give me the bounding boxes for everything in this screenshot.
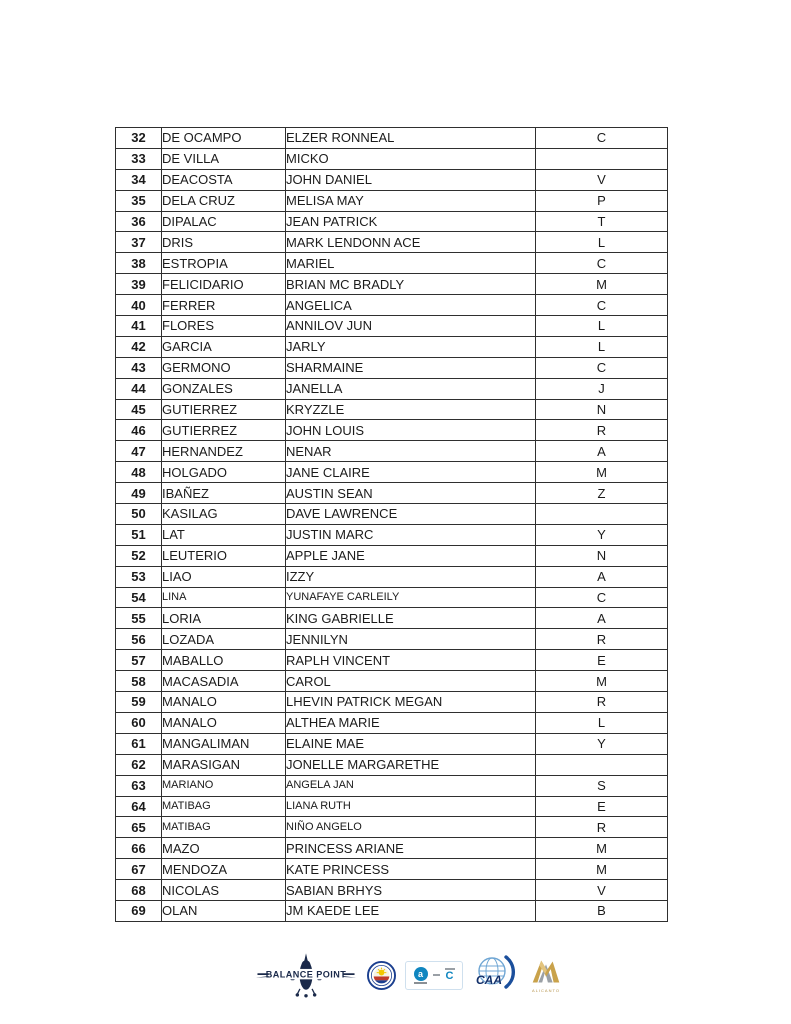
middle-initial-cell: Z	[536, 483, 668, 504]
surname-cell: MATIBAG	[162, 817, 286, 838]
alicanto-logo	[527, 957, 565, 993]
first-name-cell: KATE PRINCESS	[286, 859, 536, 880]
middle-initial-cell: R	[536, 817, 668, 838]
middle-initial-cell	[536, 504, 668, 525]
a-circle-icon: a	[414, 967, 428, 981]
caa-logo	[472, 954, 518, 996]
table-row	[116, 859, 668, 880]
name-roster-table	[115, 127, 668, 922]
first-name-cell: JONELLE MARGARETHE	[286, 754, 536, 775]
caa-label: CAA	[476, 973, 502, 987]
middle-initial-cell: C	[536, 587, 668, 608]
accreditation-c-mark	[445, 968, 455, 982]
row-number-cell: 60	[116, 712, 162, 733]
surname-cell: LAT	[162, 524, 286, 545]
row-number-cell: 64	[116, 796, 162, 817]
alicanto-bird-icon	[527, 957, 565, 987]
row-number-cell: 45	[116, 399, 162, 420]
table-row	[116, 441, 668, 462]
middle-initial-cell: R	[536, 420, 668, 441]
surname-cell: MARASIGAN	[162, 754, 286, 775]
row-number-cell: 46	[116, 420, 162, 441]
row-number-cell: 38	[116, 253, 162, 274]
row-number-cell: 58	[116, 671, 162, 692]
middle-initial-cell: A	[536, 566, 668, 587]
middle-initial-cell: L	[536, 316, 668, 337]
first-name-cell: JANE CLAIRE	[286, 462, 536, 483]
row-number-cell: 36	[116, 211, 162, 232]
first-name-cell: ELAINE MAE	[286, 733, 536, 754]
row-number-cell: 42	[116, 336, 162, 357]
table-row	[116, 211, 668, 232]
table-row	[116, 671, 668, 692]
middle-initial-cell: V	[536, 169, 668, 190]
surname-cell: DEACOSTA	[162, 169, 286, 190]
table-row	[116, 295, 668, 316]
row-number-cell: 39	[116, 274, 162, 295]
first-name-cell: YUNAFAYE CARLEILY	[286, 587, 536, 608]
middle-initial-cell: E	[536, 650, 668, 671]
table-row	[116, 545, 668, 566]
table-row	[116, 190, 668, 211]
middle-initial-cell: J	[536, 378, 668, 399]
row-number-cell: 67	[116, 859, 162, 880]
middle-initial-cell: N	[536, 545, 668, 566]
first-name-cell: ANGELA JAN	[286, 775, 536, 796]
first-name-cell: JANELLA	[286, 378, 536, 399]
table-row	[116, 128, 668, 149]
first-name-cell: JUSTIN MARC	[286, 524, 536, 545]
row-number-cell: 52	[116, 545, 162, 566]
surname-cell: GARCIA	[162, 336, 286, 357]
row-number-cell: 57	[116, 650, 162, 671]
airplane-icon	[254, 949, 358, 1001]
row-number-cell: 40	[116, 295, 162, 316]
first-name-cell: BRIAN MC BRADLY	[286, 274, 536, 295]
middle-initial-cell: Y	[536, 524, 668, 545]
first-name-cell: CAROL	[286, 671, 536, 692]
table-row	[116, 712, 668, 733]
first-name-cell: MARK LENDONN ACE	[286, 232, 536, 253]
table-row	[116, 900, 668, 921]
table-row	[116, 378, 668, 399]
surname-cell: MATIBAG	[162, 796, 286, 817]
first-name-cell: NIÑO ANGELO	[286, 817, 536, 838]
table-row	[116, 775, 668, 796]
surname-cell: DE VILLA	[162, 148, 286, 169]
middle-initial-cell: V	[536, 880, 668, 901]
middle-initial-cell: L	[536, 232, 668, 253]
table-row	[116, 733, 668, 754]
first-name-cell: LHEVIN PATRICK MEGAN	[286, 692, 536, 713]
table-row	[116, 169, 668, 190]
table-row	[116, 420, 668, 441]
philippine-seal-icon	[367, 961, 396, 990]
globe-icon	[472, 954, 518, 996]
surname-cell: MABALLO	[162, 650, 286, 671]
surname-cell: GUTIERREZ	[162, 399, 286, 420]
table-row	[116, 357, 668, 378]
table-row	[116, 796, 668, 817]
surname-cell: MENDOZA	[162, 859, 286, 880]
accreditation-fineprint	[414, 982, 427, 984]
surname-cell: MANGALIMAN	[162, 733, 286, 754]
row-number-cell: 63	[116, 775, 162, 796]
first-name-cell: DAVE LAWRENCE	[286, 504, 536, 525]
middle-initial-cell: C	[536, 253, 668, 274]
first-name-cell: SHARMAINE	[286, 357, 536, 378]
row-number-cell: 43	[116, 357, 162, 378]
middle-initial-cell: R	[536, 692, 668, 713]
table-row	[116, 629, 668, 650]
first-name-cell: NENAR	[286, 441, 536, 462]
balance-point-label: BALANCE POINT	[265, 969, 347, 980]
row-number-cell: 37	[116, 232, 162, 253]
row-number-cell: 48	[116, 462, 162, 483]
row-number-cell: 61	[116, 733, 162, 754]
accreditation-badge	[405, 961, 463, 990]
first-name-cell: APPLE JANE	[286, 545, 536, 566]
surname-cell: LIAO	[162, 566, 286, 587]
accreditation-a-mark	[414, 967, 428, 984]
first-name-cell: MELISA MAY	[286, 190, 536, 211]
middle-initial-cell: M	[536, 838, 668, 859]
table-row	[116, 566, 668, 587]
surname-cell: MACASADIA	[162, 671, 286, 692]
middle-initial-cell	[536, 754, 668, 775]
first-name-cell: PRINCESS ARIANE	[286, 838, 536, 859]
surname-cell: LOZADA	[162, 629, 286, 650]
badge-divider	[433, 974, 440, 976]
first-name-cell: ALTHEA MARIE	[286, 712, 536, 733]
roster-body	[116, 128, 668, 922]
row-number-cell: 50	[116, 504, 162, 525]
row-number-cell: 65	[116, 817, 162, 838]
table-row	[116, 838, 668, 859]
first-name-cell: SABIAN BRHYS	[286, 880, 536, 901]
middle-initial-cell: M	[536, 859, 668, 880]
middle-initial-cell	[536, 148, 668, 169]
table-row	[116, 148, 668, 169]
table-row	[116, 399, 668, 420]
middle-initial-cell: S	[536, 775, 668, 796]
surname-cell: DELA CRUZ	[162, 190, 286, 211]
first-name-cell: ANNILOV JUN	[286, 316, 536, 337]
first-name-cell: RAPLH VINCENT	[286, 650, 536, 671]
table-row	[116, 880, 668, 901]
row-number-cell: 53	[116, 566, 162, 587]
row-number-cell: 44	[116, 378, 162, 399]
middle-initial-cell: R	[536, 629, 668, 650]
surname-cell: DRIS	[162, 232, 286, 253]
table-row	[116, 504, 668, 525]
table-row	[116, 253, 668, 274]
middle-initial-cell: A	[536, 441, 668, 462]
row-number-cell: 51	[116, 524, 162, 545]
table-row	[116, 462, 668, 483]
row-number-cell: 69	[116, 900, 162, 921]
table-row	[116, 524, 668, 545]
middle-initial-cell: M	[536, 671, 668, 692]
surname-cell: FELICIDARIO	[162, 274, 286, 295]
row-number-cell: 33	[116, 148, 162, 169]
middle-initial-cell: C	[536, 295, 668, 316]
surname-cell: LINA	[162, 587, 286, 608]
first-name-cell: KING GABRIELLE	[286, 608, 536, 629]
table-row	[116, 692, 668, 713]
first-name-cell: KRYZZLE	[286, 399, 536, 420]
balance-point-logo	[254, 949, 358, 1001]
middle-initial-cell: M	[536, 462, 668, 483]
middle-initial-cell: L	[536, 712, 668, 733]
surname-cell: MARIANO	[162, 775, 286, 796]
middle-initial-cell: P	[536, 190, 668, 211]
table-row	[116, 754, 668, 775]
first-name-cell: ELZER RONNEAL	[286, 128, 536, 149]
first-name-cell: ANGELICA	[286, 295, 536, 316]
table-row	[116, 587, 668, 608]
first-name-cell: LIANA RUTH	[286, 796, 536, 817]
surname-cell: DE OCAMPO	[162, 128, 286, 149]
surname-cell: MAZO	[162, 838, 286, 859]
row-number-cell: 41	[116, 316, 162, 337]
first-name-cell: JOHN LOUIS	[286, 420, 536, 441]
middle-initial-cell: C	[536, 128, 668, 149]
table-row	[116, 336, 668, 357]
middle-initial-cell: N	[536, 399, 668, 420]
surname-cell: GONZALES	[162, 378, 286, 399]
table-row	[116, 608, 668, 629]
row-number-cell: 35	[116, 190, 162, 211]
row-number-cell: 62	[116, 754, 162, 775]
surname-cell: FLORES	[162, 316, 286, 337]
surname-cell: HERNANDEZ	[162, 441, 286, 462]
row-number-cell: 54	[116, 587, 162, 608]
row-number-cell: 66	[116, 838, 162, 859]
middle-initial-cell: A	[536, 608, 668, 629]
row-number-cell: 56	[116, 629, 162, 650]
surname-cell: OLAN	[162, 900, 286, 921]
surname-cell: LORIA	[162, 608, 286, 629]
middle-initial-cell: E	[536, 796, 668, 817]
table-row	[116, 817, 668, 838]
first-name-cell: IZZY	[286, 566, 536, 587]
surname-cell: ESTROPIA	[162, 253, 286, 274]
first-name-cell: JEAN PATRICK	[286, 211, 536, 232]
alicanto-label: ALICANTO	[532, 988, 560, 993]
table-row	[116, 650, 668, 671]
c-mark-icon: C	[445, 970, 454, 982]
surname-cell: MANALO	[162, 712, 286, 733]
surname-cell: MANALO	[162, 692, 286, 713]
surname-cell: LEUTERIO	[162, 545, 286, 566]
surname-cell: DIPALAC	[162, 211, 286, 232]
surname-cell: IBAÑEZ	[162, 483, 286, 504]
row-number-cell: 34	[116, 169, 162, 190]
table-row	[116, 483, 668, 504]
table-row	[116, 316, 668, 337]
footer-logos	[14, 944, 791, 1006]
middle-initial-cell: M	[536, 274, 668, 295]
middle-initial-cell: L	[536, 336, 668, 357]
middle-initial-cell: T	[536, 211, 668, 232]
middle-initial-cell: B	[536, 900, 668, 921]
surname-cell: FERRER	[162, 295, 286, 316]
middle-initial-cell: C	[536, 357, 668, 378]
middle-initial-cell: Y	[536, 733, 668, 754]
first-name-cell: AUSTIN SEAN	[286, 483, 536, 504]
table-row	[116, 274, 668, 295]
row-number-cell: 49	[116, 483, 162, 504]
first-name-cell: JENNILYN	[286, 629, 536, 650]
surname-cell: KASILAG	[162, 504, 286, 525]
first-name-cell: JM KAEDE LEE	[286, 900, 536, 921]
surname-cell: GERMONO	[162, 357, 286, 378]
row-number-cell: 59	[116, 692, 162, 713]
surname-cell: HOLGADO	[162, 462, 286, 483]
row-number-cell: 55	[116, 608, 162, 629]
row-number-cell: 68	[116, 880, 162, 901]
surname-cell: NICOLAS	[162, 880, 286, 901]
row-number-cell: 32	[116, 128, 162, 149]
surname-cell: GUTIERREZ	[162, 420, 286, 441]
first-name-cell: JARLY	[286, 336, 536, 357]
first-name-cell: MARIEL	[286, 253, 536, 274]
table-row	[116, 232, 668, 253]
first-name-cell: MICKO	[286, 148, 536, 169]
first-name-cell: JOHN DANIEL	[286, 169, 536, 190]
row-number-cell: 47	[116, 441, 162, 462]
